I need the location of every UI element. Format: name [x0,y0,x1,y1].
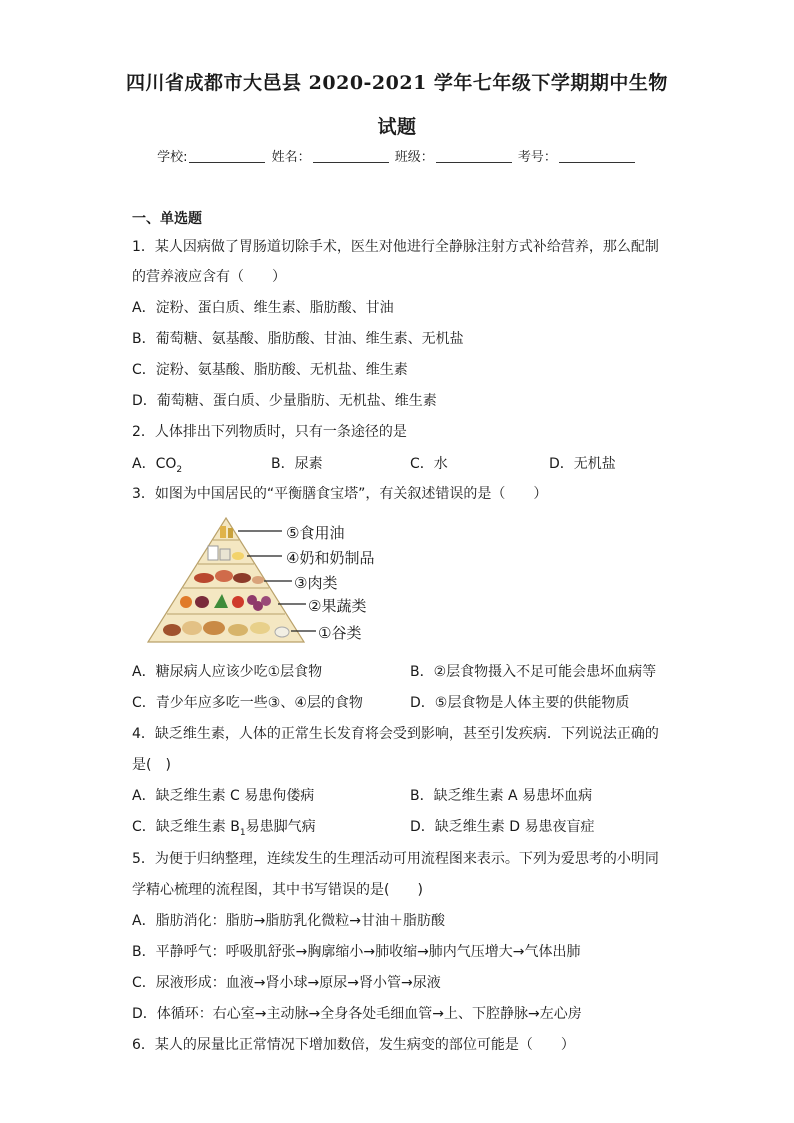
q1-option-d[interactable]: D．葡萄糖、蛋白质、少量脂肪、无机盐、维生素 [132,393,437,409]
name-blank[interactable] [313,150,389,163]
school-label: 学校: [157,150,188,165]
q2-option-c[interactable]: C．水 [410,456,448,472]
q5-option-b[interactable]: B．平静呼气：呼吸肌舒张→胸廓缩小→肺收缩→肺内气压增大→气体出肺 [132,944,581,960]
exam-no-blank[interactable] [559,150,635,163]
q5-stem-line1: 5．为便于归纳整理，连续发生的生理活动可用流程图来表示。下列为爱思考的小明同 [132,851,659,867]
q4-stem-line1: 4．缺乏维生素，人体的正常生长发育将会受到影响，甚至引发疾病．下列说法正确的 [132,726,659,742]
pyramid-label-oil: ⑤食用油 [286,524,345,542]
q3-option-c[interactable]: C．青少年应多吃一些③、④层的食物 [132,695,363,711]
pyramid-label-fruit-veg: ②果蔬类 [308,597,367,615]
q2-stem: 2．人体排出下列物质时，只有一条途径的是 [132,424,407,440]
q4-option-c[interactable]: C．缺乏维生素 $B_1$易患脚气病 [132,819,316,838]
q5-stem-line2: 学精心梳理的流程图，其中书写错误的是( ) [132,882,423,898]
q5-option-d[interactable]: D．体循环：右心室→主动脉→全身各处毛细血管→上、下腔静脉→左心房 [132,1006,582,1022]
student-info-row [0,146,794,165]
school-blank[interactable] [189,150,265,163]
pyramid-label-meat: ③肉类 [294,574,338,592]
q1-option-a[interactable]: A．淀粉、蛋白质、维生素、脂肪酸、甘油 [132,300,394,316]
q3-option-b[interactable]: B．②层食物摄入不足可能会患坏血病等 [410,664,657,680]
q6-stem: 6．某人的尿量比正常情况下增加数倍，发生病变的部位可能是（ ） [132,1037,575,1053]
page-title-line2: 试题 [377,116,417,138]
q1-option-b[interactable]: B．葡萄糖、氨基酸、脂肪酸、甘油、维生素、无机盐 [132,331,464,347]
food-pyramid-figure [146,516,386,648]
q2-option-b[interactable]: B．尿素 [271,456,323,472]
class-blank[interactable] [436,150,512,163]
q4-option-a[interactable]: A．缺乏维生素 C 易患佝偻病 [132,788,315,804]
exam-no-label: 考号： [517,150,557,165]
class-label: 班级： [394,150,434,165]
q3-stem: 3．如图为中国居民的“平衡膳食宝塔”，有关叙述错误的是（ ） [132,486,548,502]
q4-option-d[interactable]: D．缺乏维生素 D 易患夜盲症 [410,819,595,835]
pyramid-label-grains: ①谷类 [318,624,362,642]
page-title-line1: 四川省成都市大邑县 2020-2021 学年七年级下学期期中生物 [126,72,668,94]
name-label: 姓名： [271,150,311,165]
pyramid-label-dairy: ④奶和奶制品 [286,549,375,567]
q1-option-c[interactable]: C．淀粉、氨基酸、脂肪酸、无机盐、维生素 [132,362,408,378]
q1-stem-line2: 的营养液应含有（ ） [132,269,286,285]
q1-stem-line1: 1．某人因病做了胃肠道切除手术，医生对他进行全静脉注射方式补给营养，那么配制 [132,239,659,255]
q5-option-c[interactable]: C．尿液形成：血液→肾小球→原尿→肾小管→尿液 [132,975,441,991]
q2-option-d[interactable]: D．无机盐 [549,456,616,472]
q3-option-a[interactable]: A．糖尿病人应该少吃①层食物 [132,664,323,680]
section-heading: 一、单选题 [132,211,202,227]
q3-option-d[interactable]: D．⑤层食物是人体主要的供能物质 [410,695,630,711]
q4-option-b[interactable]: B．缺乏维生素 A 易患坏血病 [410,788,593,804]
q5-option-a[interactable]: A．脂肪消化：脂肪→脂肪乳化微粒→甘油＋脂肪酸 [132,913,446,929]
q2-option-a[interactable]: A．$CO_2$ [132,456,183,475]
q4-stem-line2: 是( ) [132,757,171,773]
